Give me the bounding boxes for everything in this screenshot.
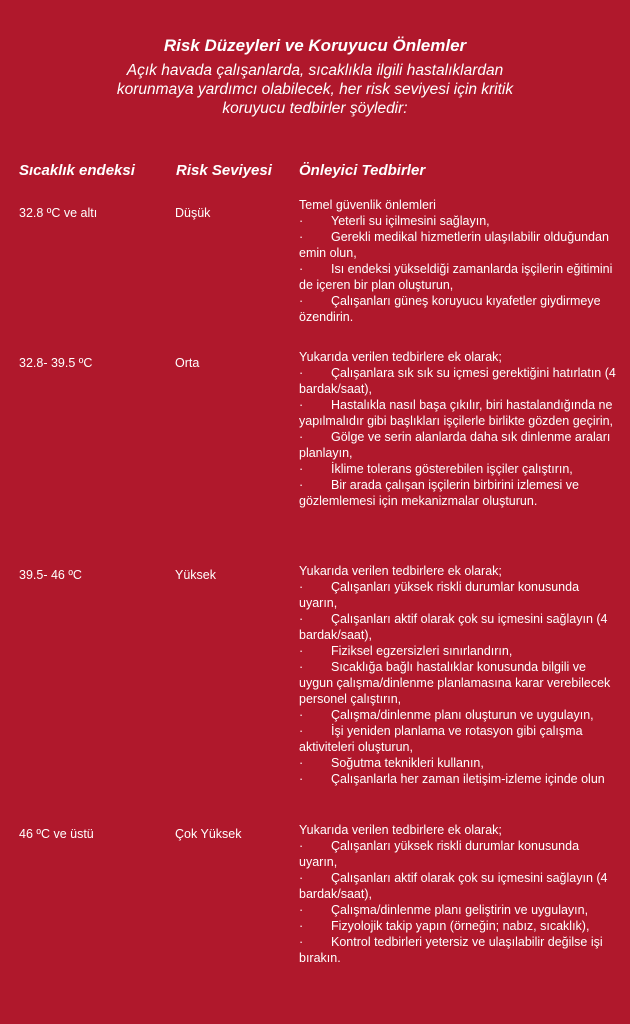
measures-cell (299, 197, 619, 325)
measures-intro: Yukarıda verilen tedbirlere ek olarak; (299, 350, 502, 364)
temp-cell: 46 ºC ve üstü (19, 827, 94, 841)
measures-cell (299, 822, 619, 966)
list-item: · Çalışanları yüksek riskli durumlar konusunda uyarın, (299, 839, 580, 869)
measures-intro: Yukarıda verilen tedbirlere ek olarak; (299, 564, 502, 578)
list-item: · Çalışanları yüksek riskli durumlar konusunda uyarın, (299, 580, 580, 610)
header-risk: Risk Seviyesi (176, 162, 272, 179)
list-item: · Gölge ve serin alanlarda daha sık dinlenme araları planlayın, (299, 430, 611, 460)
table-header (0, 162, 630, 182)
list-item: · Bir arada çalışan işçilerin birbirini izlemesi ve gözlemlemesi için mekanizmalar oluşturun. (299, 478, 580, 508)
list-item: · Sıcaklığa bağlı hastalıklar konusunda bilgili ve uygun çalışma/dinlenme planlamasına karar verebilecek personel çalıştırın, (299, 660, 611, 706)
risk-cell: Orta (175, 356, 200, 370)
list-item: · Çalışanlara sık sık su içmesi gerektiğini hatırlatın (4 bardak/saat), (299, 366, 616, 396)
list-item: · Soğutma teknikleri kullanın, (299, 756, 484, 770)
list-item: · İşi yeniden planlama ve rotasyon gibi çalışma aktiviteleri oluşturun, (299, 724, 583, 754)
list-item: · Fiziksel egzersizleri sınırlandırın, (299, 644, 513, 658)
list-item: · Fizyolojik takip yapın (örneğin; nabız, sıcaklık), (299, 919, 590, 933)
list-item: · Hastalıkla nasıl başa çıkılır, biri hastalandığında ne yapılmalıdır gibi başlıkları işçilerle birlikte gözden geçirin, (299, 398, 614, 428)
risk-cell: Yüksek (175, 568, 216, 582)
list-item: · Yeterli su içilmesini sağlayın, (299, 214, 490, 228)
risk-cell: Çok Yüksek (175, 827, 242, 841)
list-item: · İklime tolerans gösterebilen işçiler çalıştırın, (299, 462, 573, 476)
page-title: Risk Düzeyleri ve Koruyucu Önlemler (163, 36, 467, 55)
header-measures: Önleyici Tedbirler (299, 162, 426, 179)
measures-cell (299, 349, 619, 509)
header-temp: Sıcaklık endeksi (19, 162, 135, 179)
list-item: · Isı endeksi yükseldiği zamanlarda işçilerin eğitimini de içeren bir plan oluşturun, (299, 262, 613, 292)
list-item: · Çalışma/dinlenme planı oluşturun ve uygulayın, (299, 708, 594, 722)
temp-cell: 32.8 ºC ve altı (19, 206, 98, 220)
list-item: · Çalışanları aktif olarak çok su içmesini sağlayın (4 bardak/saat), (299, 871, 608, 901)
list-item: · Çalışanları aktif olarak çok su içmesini sağlayın (4 bardak/saat), (299, 612, 608, 642)
list-item: · Çalışanlarla her zaman iletişim-izleme içinde olun (299, 772, 605, 786)
temp-cell: 32.8- 39.5 ºC (19, 356, 93, 370)
list-item: · Gerekli medikal hizmetlerin ulaşılabilir olduğundan emin olun, (299, 230, 609, 260)
measures-cell (299, 563, 619, 787)
measures-intro: Yukarıda verilen tedbirlere ek olarak; (299, 823, 502, 837)
measures-intro: Temel güvenlik önlemleri (299, 198, 436, 212)
intro-text: Açık havada çalışanlarda, sıcaklıkla ilgili hastalıklardan korunmaya yardımcı olabilecek, her risk seviyesi için kritik koruyucu tedbirler şöyledir: (116, 62, 514, 117)
list-item: · Çalışma/dinlenme planı geliştirin ve uygulayın, (299, 903, 589, 917)
risk-cell: Düşük (175, 206, 211, 220)
list-item: · Kontrol tedbirleri yetersiz ve ulaşılabilir değilse işi bırakın. (299, 935, 603, 965)
list-item: · Çalışanları güneş koruyucu kıyafetler giydirmeye özendirin. (299, 294, 601, 324)
temp-cell: 39.5- 46 ºC (19, 568, 82, 582)
